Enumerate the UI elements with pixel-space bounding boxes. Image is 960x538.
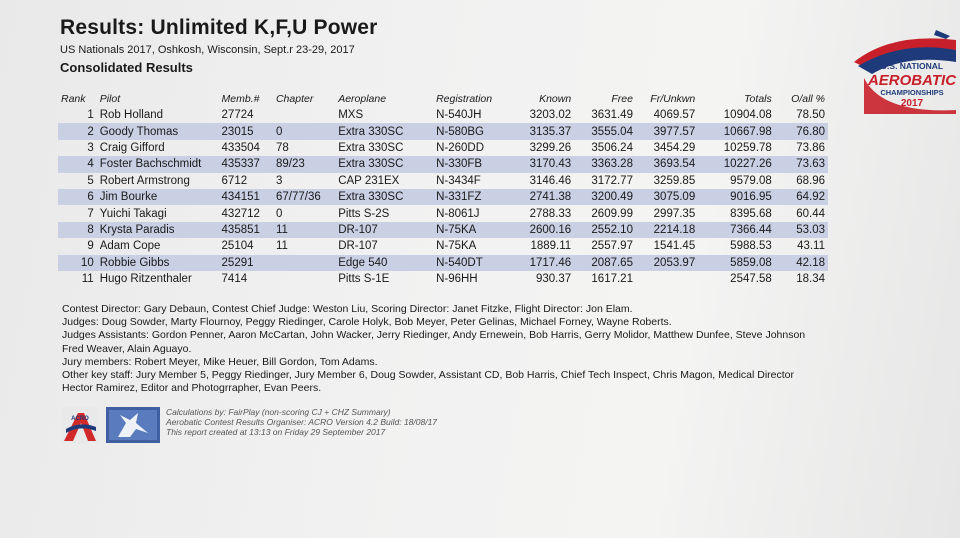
cell-unknown: 3693.54 [636, 156, 698, 172]
cell-registration: N-540JH [436, 109, 482, 122]
staff-line-other-staff-cont: Hector Ramirez, Editor and Photogrrapher, Evan Peers. [62, 382, 322, 395]
header-memb: Memb.# [221, 92, 260, 105]
cell-registration: N-540DT [433, 255, 514, 271]
cell-pilot: Jim Bourke [97, 189, 219, 205]
cell-chapter: 78 [275, 141, 289, 154]
cell-pilot: Yuichi Takagi [99, 207, 167, 220]
table-row [58, 271, 828, 287]
header-overall: O/all % [791, 92, 825, 105]
table-row [58, 173, 828, 189]
cell-rank: 8 [58, 222, 97, 238]
cell-memb: 23015 [219, 123, 273, 139]
cell-rank: 7 [87, 207, 94, 220]
cell-known: 2788.33 [529, 207, 572, 220]
cell-rank: 11 [81, 273, 94, 286]
table-header-row [58, 90, 828, 107]
calculation-notes [166, 407, 437, 437]
cell-unknown: 3454.29 [653, 141, 696, 154]
cell-memb: 27724 [221, 109, 254, 122]
cell-overall: 42.18 [775, 255, 828, 271]
cell-memb: 6712 [221, 174, 248, 187]
cell-registration: N-331FZ [433, 189, 514, 205]
cell-aeroplane: Extra 330SC [335, 123, 433, 139]
cell-rank: 2 [58, 123, 97, 139]
cell-aeroplane: Pitts S-1E [338, 273, 390, 286]
cell-known: 3203.02 [529, 109, 572, 122]
cell-chapter: 11 [275, 240, 288, 253]
staff-line-directors: Contest Director: Gary Debaun, Contest Chief Judge: Weston Liu, Scoring Director: Janet Fitzke, Flight Director: Jon Elam. [62, 303, 633, 315]
cell-chapter: 0 [275, 207, 283, 220]
cell-totals: 9016.95 [698, 189, 775, 205]
header-registration: Registration [436, 92, 493, 105]
header-rank: Rank [61, 92, 86, 105]
cell-overall: 43.11 [797, 240, 825, 253]
cell-aeroplane: Edge 540 [335, 255, 433, 271]
cell-free: 3631.49 [591, 109, 633, 122]
championships-logo [852, 22, 960, 114]
cell-chapter: 11 [273, 222, 335, 238]
eagle-logo-icon [106, 407, 160, 443]
table-row [58, 238, 828, 254]
cell-known: 3170.43 [514, 156, 574, 172]
cell-aeroplane: CAP 231EX [338, 174, 400, 187]
cell-pilot: Foster Bachschmidt [97, 156, 219, 172]
cell-free: 1617.21 [591, 273, 633, 286]
cell-totals: 7366.44 [698, 222, 775, 238]
cell-memb: 434151 [219, 189, 273, 205]
cell-unknown: 2997.35 [653, 207, 696, 220]
cell-memb: 7414 [221, 273, 248, 286]
report-title: Results: Unlimited K,F,U Power [60, 16, 378, 39]
table-row [58, 189, 828, 205]
cell-memb: 435851 [219, 222, 273, 238]
staff-line-judges-assistants-cont: Fred Weaver, Alain Aguayo. [62, 342, 192, 355]
cell-free: 3555.04 [574, 123, 636, 139]
cell-known: 2600.16 [514, 222, 574, 238]
cell-totals: 9579.08 [730, 174, 772, 187]
report-subtitle: US Nationals 2017, Oshkosh, Wisconsin, Sept.r 23-29, 2017 [60, 44, 355, 56]
table-row [58, 107, 828, 123]
cell-free: 3506.24 [591, 141, 633, 154]
cell-free: 3200.49 [574, 189, 636, 205]
staff-line-jury: Jury members: Robert Meyer, Mike Heuer, Bill Gordon, Tom Adams. [62, 355, 378, 368]
cell-rank: 10 [58, 255, 97, 271]
cell-rank: 9 [87, 240, 94, 253]
cell-pilot: Hugo Ritzenthaler [99, 273, 192, 286]
cell-rank: 6 [58, 189, 97, 205]
cell-memb: 432712 [221, 207, 260, 220]
cell-memb: 433504 [221, 141, 260, 154]
logo-line3: CHAMPIONSHIPS [880, 88, 944, 97]
table-row [58, 205, 828, 221]
staff-line-judges-assistants: Judges Assistants: Gordon Penner, Aaron McCartan, John Wacker, Jerry Riedinger, Andy Ernewein, Bob Harris, Gerry Molidor, Matthew Dunfee, Steve Johnson [62, 329, 806, 342]
cell-pilot: Adam Cope [99, 240, 161, 253]
cell-memb: 25104 [221, 240, 254, 253]
cell-registration: N-3434F [436, 174, 481, 187]
cell-unknown: 2053.97 [636, 255, 698, 271]
cell-free: 2557.97 [591, 240, 633, 253]
contest-staff [62, 303, 842, 395]
cell-overall: 68.96 [796, 174, 825, 187]
cell-known: 3146.46 [529, 174, 572, 187]
header-free: Free [611, 92, 633, 105]
table-row [58, 222, 828, 238]
logo-line1: U.S. NATIONAL [880, 61, 944, 71]
cell-pilot: Krysta Paradis [97, 222, 219, 238]
cell-pilot: Craig Gifford [99, 141, 165, 154]
cell-totals: 10227.26 [698, 156, 775, 172]
cell-rank: 5 [87, 174, 94, 187]
cell-overall: 73.63 [775, 156, 828, 172]
cell-known: 2741.38 [514, 189, 574, 205]
cell-free: 2609.99 [591, 207, 633, 220]
cell-aeroplane: Extra 330SC [335, 156, 433, 172]
logo-line2: AEROBATIC [867, 72, 957, 89]
cell-pilot: Goody Thomas [97, 123, 219, 139]
cell-aeroplane: DR-107 [338, 240, 378, 253]
cell-free: 2087.65 [574, 255, 636, 271]
calc-line-3: This report created at 13:13 on Friday 29 September 2017 [166, 427, 386, 437]
cell-unknown: 2214.18 [636, 222, 698, 238]
cell-totals: 5859.08 [698, 255, 775, 271]
cell-unknown [636, 271, 698, 287]
section-heading: Consolidated Results [60, 60, 193, 75]
cell-rank: 1 [87, 109, 94, 122]
cell-overall: 73.86 [796, 141, 825, 154]
cell-pilot: Rob Holland [99, 109, 164, 122]
cell-registration: N-260DD [436, 141, 484, 154]
cell-aeroplane: Pitts S-2S [338, 207, 390, 220]
staff-line-other-staff: Other key staff: Jury Member 5, Peggy Riedinger, Jury Member 6, Doug Sowder, Assistant CD, Bob Harris, Chief Tech Inspect, Chris Magon, Medical Director [62, 369, 794, 382]
cell-registration: N-96HH [436, 273, 478, 286]
table-row [58, 156, 828, 172]
cell-memb: 435337 [219, 156, 273, 172]
cell-overall: 60.44 [796, 207, 825, 220]
cell-totals: 10259.78 [723, 141, 772, 154]
cell-totals: 10667.98 [698, 123, 775, 139]
cell-aeroplane: MXS [338, 109, 364, 122]
header-unknown: Fr/Unkwn [650, 92, 696, 105]
cell-rank: 3 [87, 141, 94, 154]
cell-chapter: 67/77/36 [273, 189, 335, 205]
header-aeroplane: Aeroplane [338, 92, 387, 105]
cell-chapter: 89/23 [273, 156, 335, 172]
cell-chapter [273, 255, 335, 271]
cell-totals: 8395.68 [730, 207, 772, 220]
cell-overall: 53.03 [775, 222, 828, 238]
cell-registration: N-75KA [436, 240, 477, 253]
cell-rank: 4 [58, 156, 97, 172]
results-table [58, 90, 828, 287]
cell-totals: 5988.53 [730, 240, 772, 253]
cell-chapter: 3 [275, 174, 283, 187]
cell-chapter: 0 [273, 123, 335, 139]
cell-aeroplane: Extra 330SC [338, 141, 404, 154]
acro-logo-text: ACRO [71, 416, 89, 422]
cell-known: 1717.46 [514, 255, 574, 271]
cell-registration: N-330FB [433, 156, 514, 172]
cell-free: 2552.10 [574, 222, 636, 238]
cell-free: 3172.77 [591, 174, 633, 187]
cell-memb: 25291 [219, 255, 273, 271]
cell-overall: 64.92 [775, 189, 828, 205]
cell-unknown: 3259.85 [653, 174, 696, 187]
header-chapter: Chapter [275, 92, 314, 105]
header-totals: Totals [744, 92, 772, 105]
cell-known: 1889.11 [530, 240, 572, 253]
cell-registration: N-8061J [436, 207, 480, 220]
cell-unknown: 3977.57 [636, 123, 698, 139]
cell-totals: 2547.58 [730, 273, 772, 286]
cell-registration: N-75KA [433, 222, 514, 238]
cell-pilot: Robert Armstrong [99, 174, 190, 187]
cell-chapter [273, 107, 335, 123]
cell-unknown: 4069.57 [653, 109, 696, 122]
cell-known: 930.37 [536, 273, 572, 286]
header-pilot: Pilot [99, 92, 121, 105]
cell-free: 3363.28 [574, 156, 636, 172]
cell-pilot: Robbie Gibbs [97, 255, 219, 271]
cell-known: 3135.37 [514, 123, 574, 139]
cell-unknown: 3075.09 [636, 189, 698, 205]
header-known: Known [539, 92, 572, 105]
table-row [58, 140, 828, 156]
calc-line-2: Aerobatic Contest Results Organiser: ACRO Version 4.2 Build: 18/08/17 [166, 417, 438, 427]
cell-unknown: 1541.45 [653, 240, 696, 253]
cell-overall: 76.80 [775, 123, 828, 139]
cell-chapter [273, 271, 335, 287]
cell-known: 3299.26 [529, 141, 572, 154]
cell-overall: 78.50 [796, 109, 825, 122]
logo-line4: 2017 [900, 98, 924, 109]
staff-line-judges: Judges: Doug Sowder, Marty Flournoy, Peggy Riedinger, Carole Holyk, Bob Meyer, Peter Gelinas, Michael Forney, Wayne Roberts. [62, 316, 672, 329]
table-row [58, 255, 828, 271]
calc-line-1: Calculations by: FairPlay (non-scoring CJ + CHZ Summary) [166, 407, 391, 417]
table-row [58, 123, 828, 139]
cell-overall: 18.34 [796, 273, 825, 286]
cell-totals: 10904.08 [723, 109, 772, 122]
cell-aeroplane: DR-107 [335, 222, 433, 238]
cell-aeroplane: Extra 330SC [335, 189, 433, 205]
acro-logo-icon [62, 407, 98, 443]
cell-registration: N-580BG [433, 123, 514, 139]
